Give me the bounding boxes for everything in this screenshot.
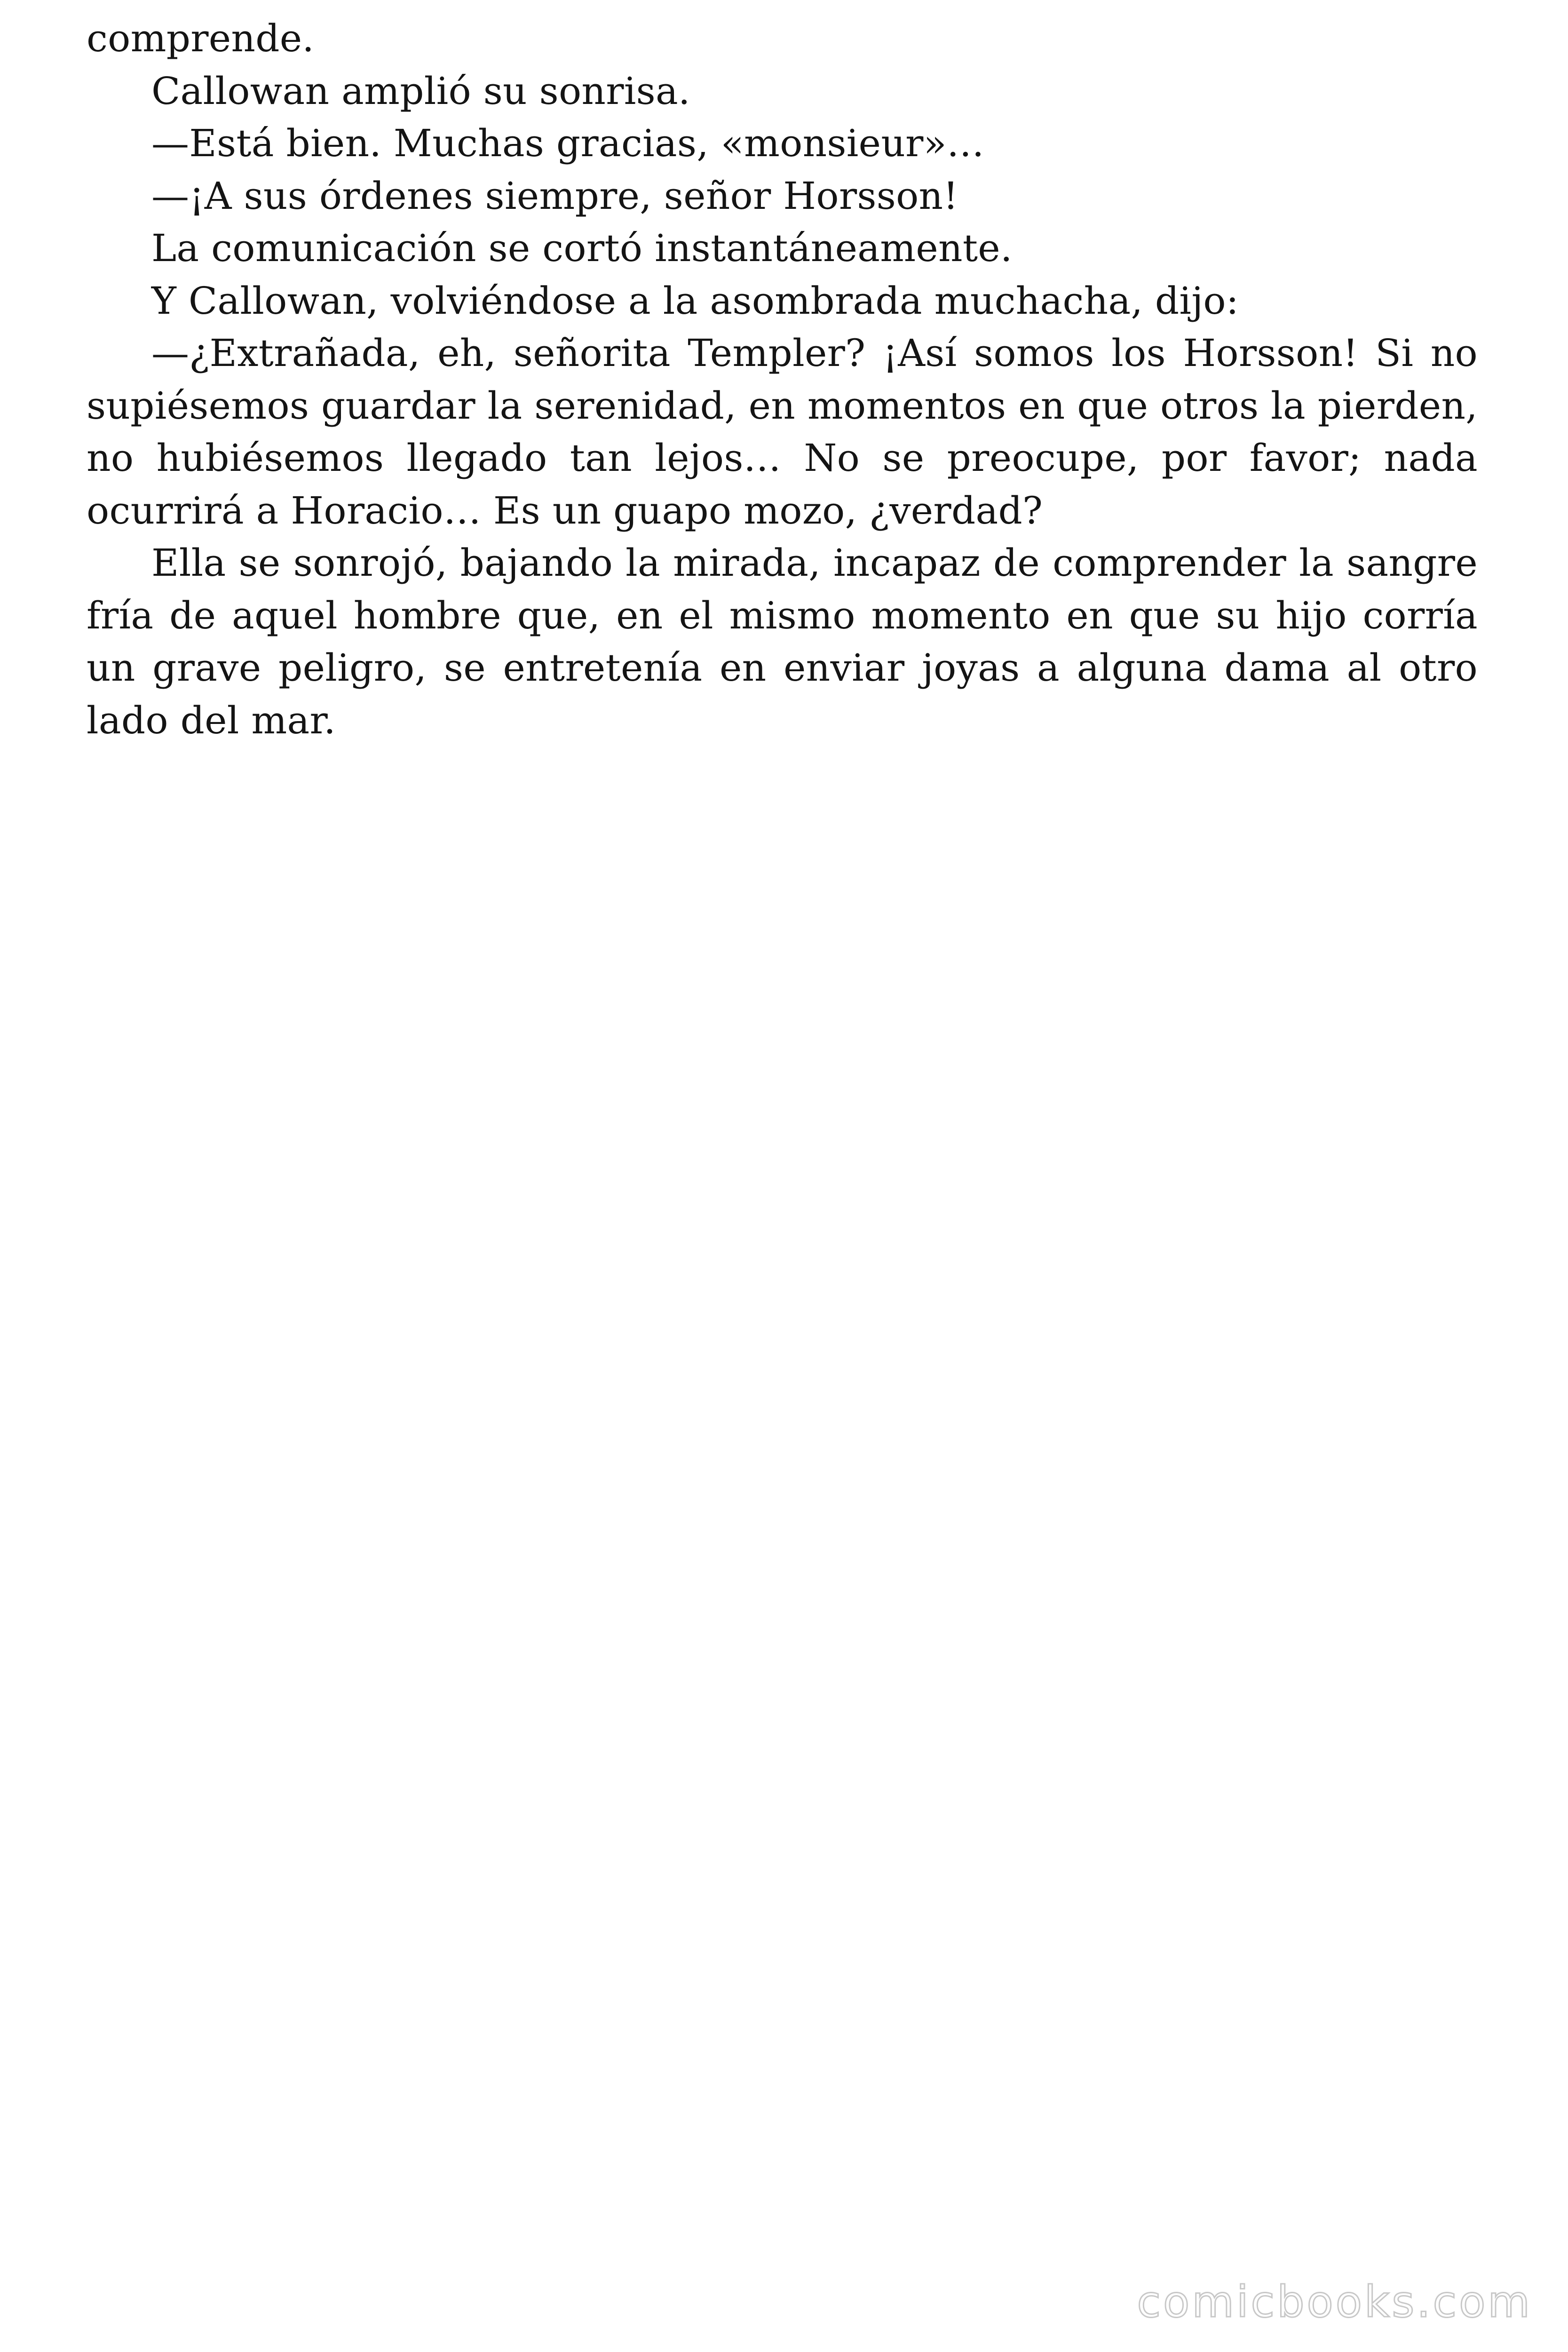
paragraph: Callowan amplió su sonrisa. <box>151 69 690 113</box>
paragraph: La comunicación se cortó instantáneamente. <box>151 226 1013 270</box>
dialogue-line: —¡A sus órdenes siempre, señor Horsson! <box>151 174 958 218</box>
body-text <box>87 12 1478 747</box>
paragraph: Ella se sonrojó, bajando la mirada, incapaz de comprender la sangre fría de aquel hombre que, en el mismo momento en que su hijo corría un grave peligro, se entretenía en enviar joyas a alguna dama al otro lado del mar. <box>87 541 1478 742</box>
paragraph-continuation: comprende. <box>87 16 315 60</box>
watermark: comicbooks.com <box>1137 2277 1532 2327</box>
dialogue-line: —Está bien. Muchas gracias, «monsieur»… <box>151 121 985 165</box>
dialogue-line: —¿Extrañada, eh, señorita Templer? ¡Así somos los Horsson! Si no supiésemos guardar la serenidad, en momentos en que otros la pierden, no hubiésemos llegado tan lejos… No se preocupe, por favor; nada ocurrirá a Horacio… Es un guapo mozo, ¿verdad? <box>87 331 1478 532</box>
paragraph: Y Callowan, volviéndose a la asombrada muchacha, dijo: <box>151 278 1239 323</box>
